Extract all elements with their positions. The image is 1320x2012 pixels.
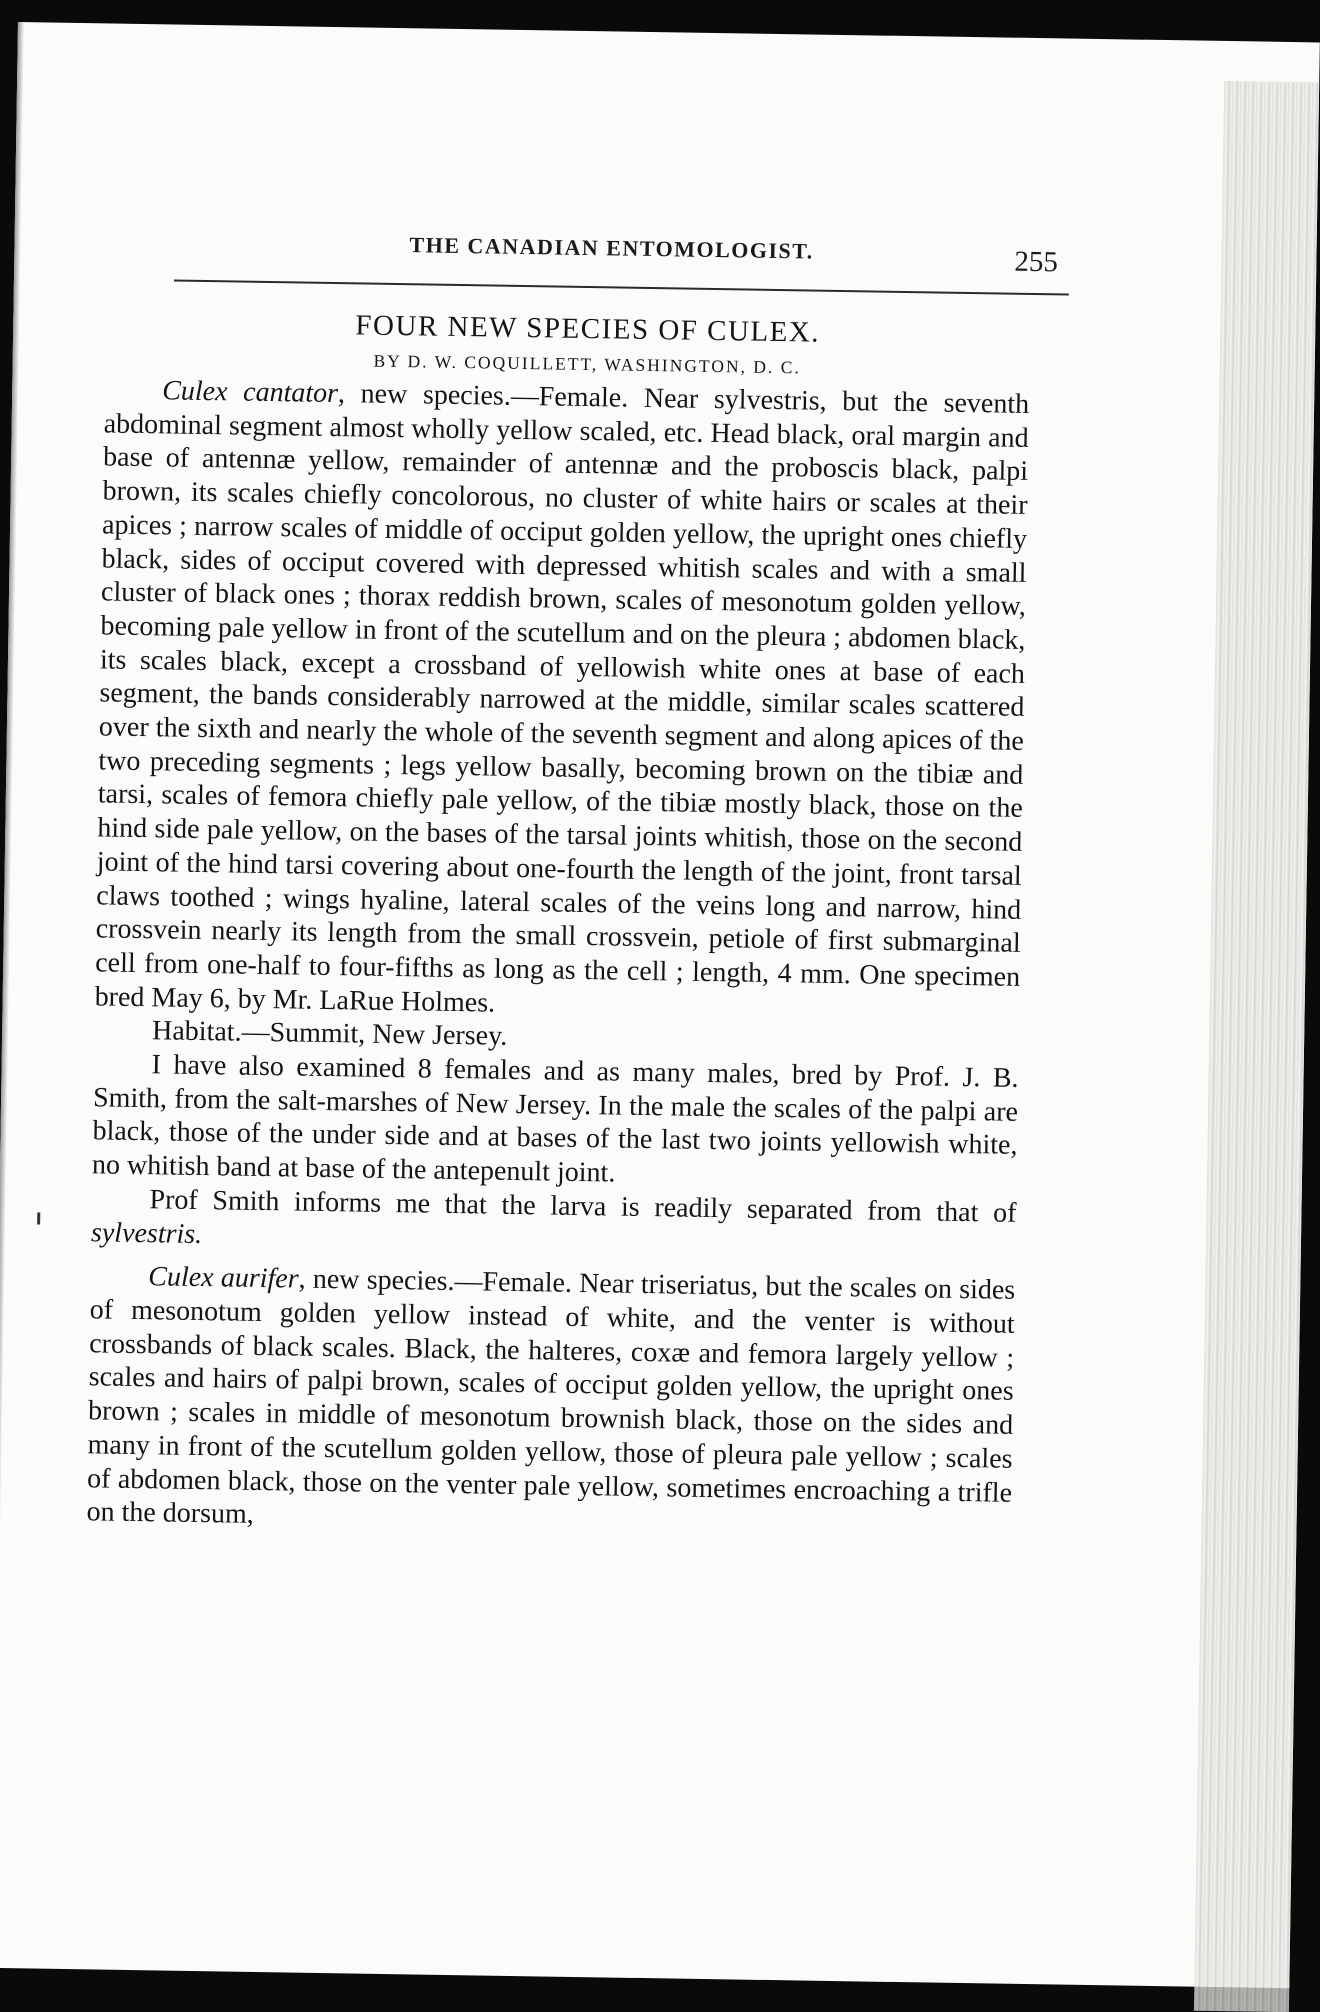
page-number: 255 [1014, 245, 1059, 279]
species-name: Culex cantator [161, 375, 339, 410]
byline: BY D. W. COQUILLETT, WASHINGTON, D. C. [373, 350, 801, 378]
species-description-paragraph [86, 1260, 1015, 1544]
article [86, 305, 1030, 1543]
book-page [0, 22, 1320, 1988]
note-paragraph: I have also examined 8 females and as many males, bred by Prof. J. B. Smith, from the salt-marshes of New Jersey. In the male the scales of the palpi are black, those of the under side and at bases of the last two joints yellowish white, no whitish band at base of the antepenult joint. [91, 1049, 1019, 1189]
article-title: FOUR NEW SPECIES OF CULEX. [355, 309, 821, 349]
margin-mark [37, 1212, 40, 1224]
running-title: THE CANADIAN ENTOMOLOGIST. [409, 232, 815, 264]
species-name: Culex aurifer [148, 1261, 299, 1295]
page-edge-stack [1194, 81, 1319, 2012]
gutter-shadow [0, 22, 24, 1968]
note-text: Prof Smith informs me that the larva is readily separated from that of [149, 1184, 1017, 1229]
habitat-paragraph: Habitat.—Summit, New Jersey. [151, 1015, 508, 1053]
species-description-paragraph [94, 373, 1029, 1028]
species-description: , new species.—Female. Near sylvestris, but the seventh abdominal segment almost wholly yellow scaled, etc. Head black, oral margin and base of antennæ yellow, remainder of antennæ and the proboscis black, palpi brown, its scales chiefly concolorous, no cluster of white hairs or scales at their apices ; narrow scales of middle of occiput golden yellow, the upright ones chiefly black, sides of occiput covered with depressed whitish scales and with a small cluster of black ones ; thorax reddish brown, scales of mesonotum golden yellow, becoming pale yellow in front of the scutellum and on the pleura ; abdomen black, its scales black, except a crossband of yellowish white ones at base of each segment, the bands considerably narrowed at the middle, similar scales scattered over the sixth and nearly the whole of the seventh segment and along apices of the two preceding segments ; legs yellow basally, becoming brown on the tibiæ and tarsi, scales of femora chiefly pale yellow, of the tibiæ mostly black, those on the hind side pale yellow, on the bases of the tarsal joints whitish, those on the second joint of the hind tarsi covering about one-fourth the length of the joint, front tarsal claws toothed ; wings hyaline, lateral scales of the veins long and narrow, hind crossvein nearly its length from the small crossvein, petiole of first submarginal cell from one-half to four-fifths as long as the cell ; length, 4 mm. One specimen bred May 6, by Mr. LaRue Holmes. [94, 378, 1030, 1019]
species-reference: sylvestris. [90, 1216, 203, 1250]
header-rule [174, 279, 1069, 295]
page-header [109, 211, 1070, 279]
species-description: , new species.—Female. Near triseriatus, but the scales on sides of mesonotum golden yellow instead of white, and the venter is without crossbands of black scales. Black, the halteres, coxæ and femora largely yellow ; scales and hairs of palpi brown, scales of occiput golden yellow, the upright ones brown ; scales in middle of mesonotum brownish black, those on the sides and many in front of the scutellum golden yellow, those of pleura pale yellow ; scales of abdomen black, those on the venter pale yellow, sometimes encroaching a trifle on the dorsum, [86, 1263, 1016, 1531]
